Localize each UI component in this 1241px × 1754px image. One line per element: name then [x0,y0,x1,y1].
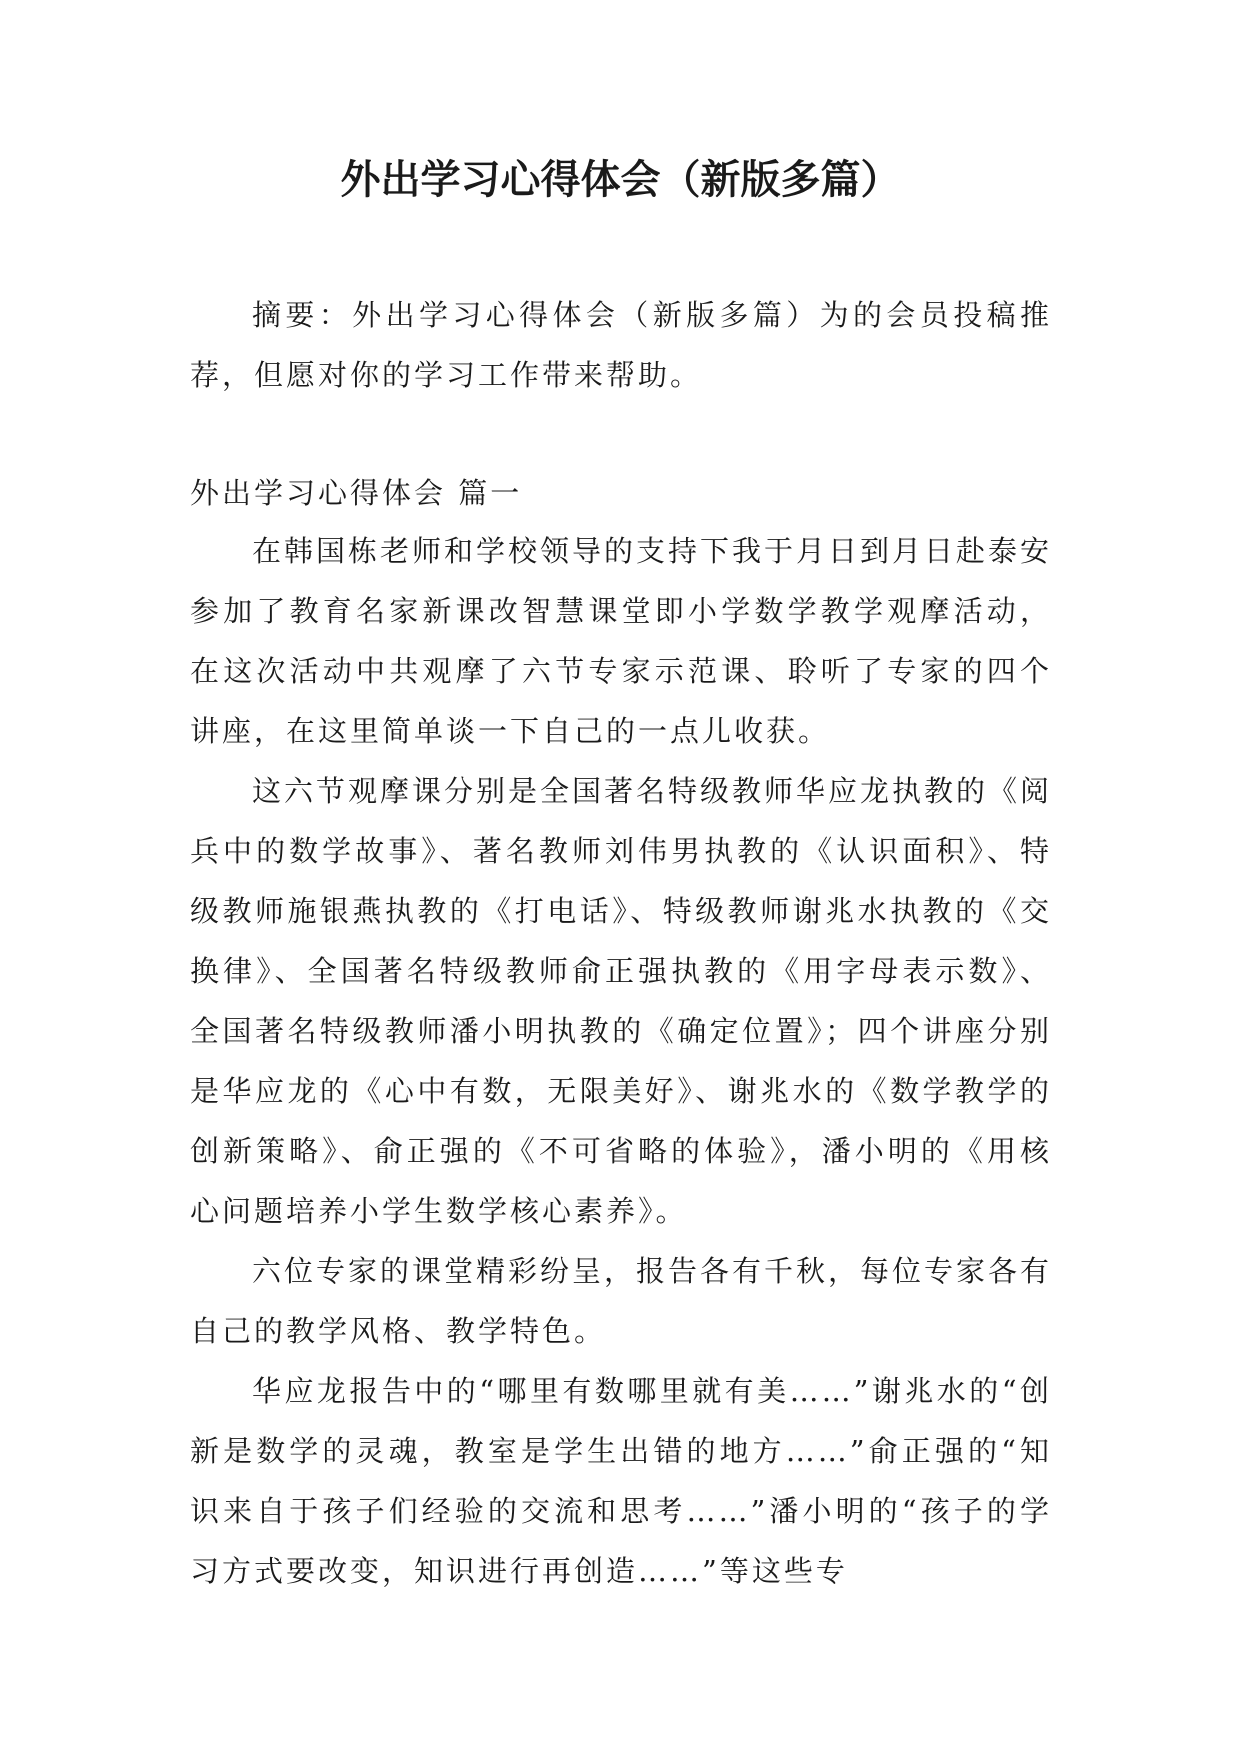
section-content [190,521,1052,1601]
abstract-text: 摘要：外出学习心得体会（新版多篇）为的会员投稿推荐，但愿对你的学习工作带来帮助。 [190,298,1052,392]
body-paragraph: 华应龙报告中的“哪里有数哪里就有美……”谢兆水的“创新是数学的灵魂，教室是学生出错的地方……”俞正强的“知识来自于孩子们经验的交流和思考……”潘小明的“孩子的学习方式要改变，知识进行再创造……”等这些专 [190,1374,1052,1588]
body-paragraph: 六位专家的课堂精彩纷呈，报告各有千秋，每位专家各有自己的教学风格、教学特色。 [190,1254,1053,1348]
document-title: 外出学习心得体会（新版多篇） [340,157,901,203]
body-paragraph: 在韩国栋老师和学校领导的支持下我于月日到月日赴泰安参加了教育名家新课改智慧课堂即小学数学教学观摩活动，在这次活动中共观摩了六节专家示范课、聆听了专家的四个讲座，在这里简单谈一下自己的一点儿收获。 [190,534,1053,748]
section-heading: 外出学习心得体会 篇一 [190,476,523,510]
abstract-paragraph [190,285,1052,405]
body-paragraph: 这六节观摩课分别是全国著名特级教师华应龙执教的《阅兵中的数学故事》、著名教师刘伟男执教的《认识面积》、特级教师施银燕执教的《打电话》、特级教师谢兆水执教的《交换律》、全国著名特级教师俞正强执教的《用字母表示数》、全国著名特级教师潘小明执教的《确定位置》；四个讲座分别是华应龙的《心中有数，无限美好》、谢兆水的《数学教学的创新策略》、俞正强的《不可省略的体验》，潘小明的《用核心问题培养小学生数学核心素养》。 [190,774,1053,1228]
